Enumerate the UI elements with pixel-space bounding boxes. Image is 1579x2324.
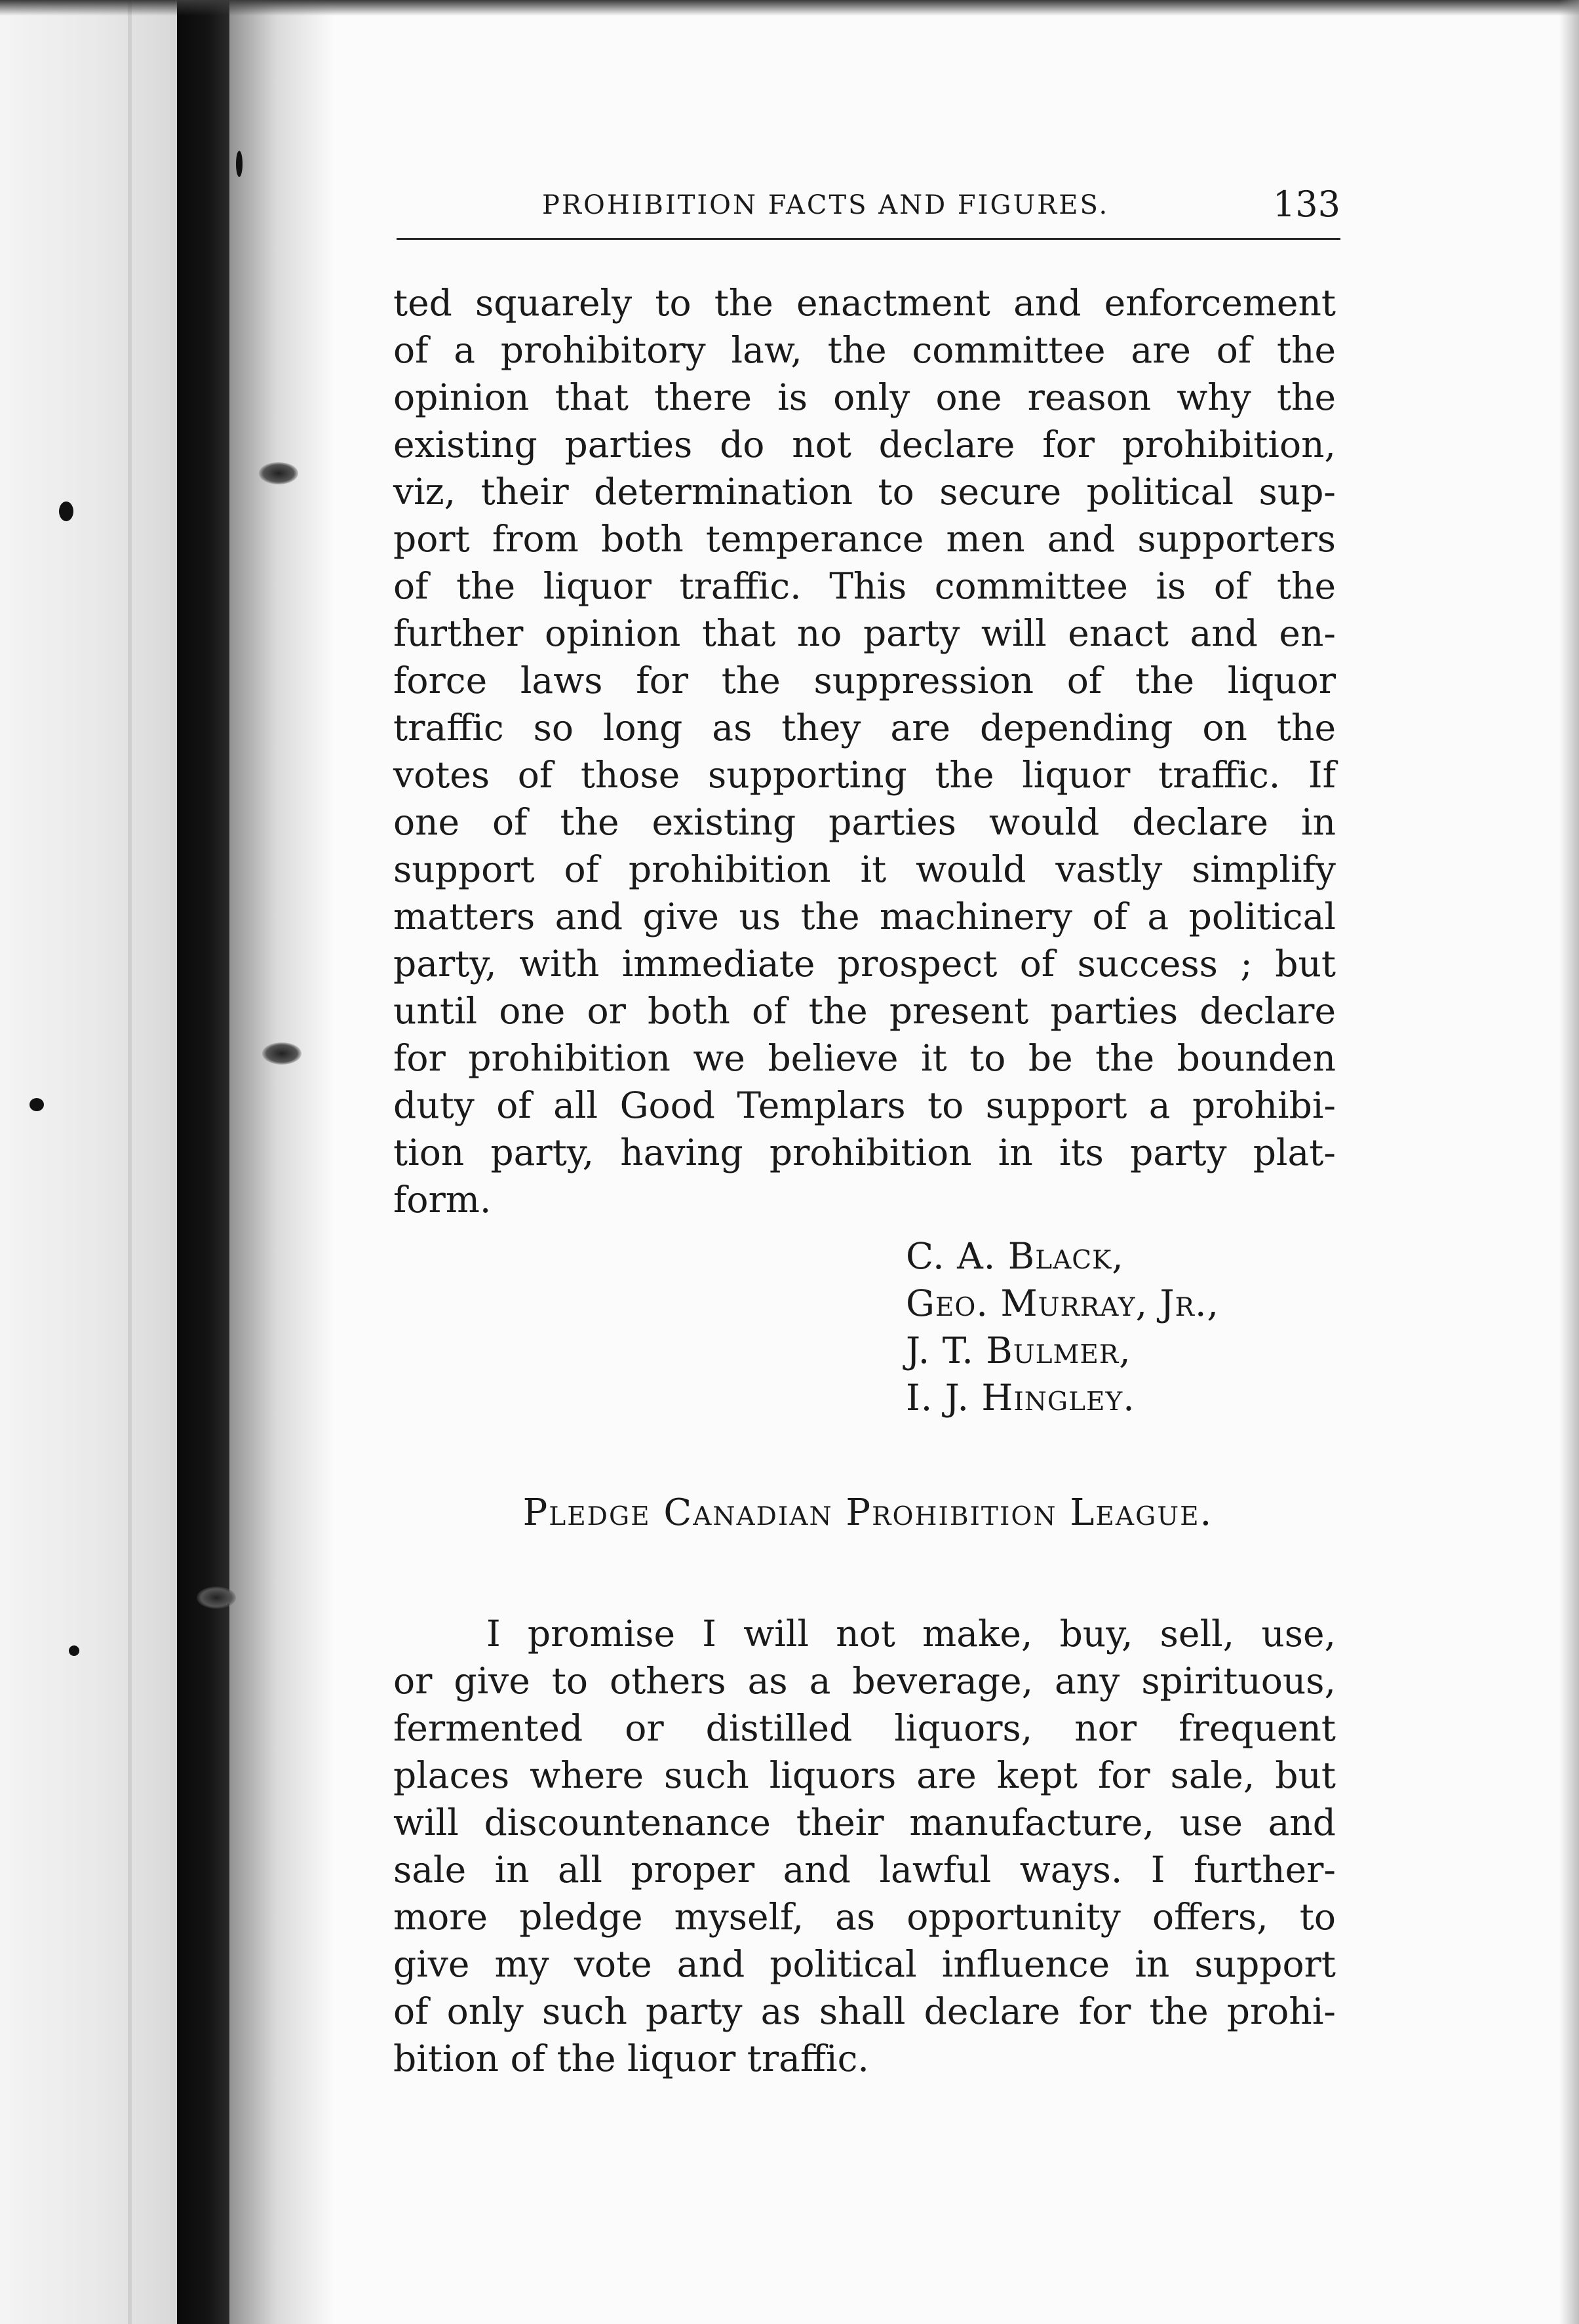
text-line: will discountenance their manufacture, use and xyxy=(393,1802,1336,1843)
text-line: support of prohibition it would vastly simplify xyxy=(393,848,1336,890)
running-head xyxy=(397,184,1340,236)
left-page-edge xyxy=(128,0,132,2324)
text-line: matters and give us the machinery of a political xyxy=(393,896,1336,937)
text-line: or give to others as a beverage, any spirituous, xyxy=(393,1660,1336,1702)
running-head-title: PROHIBITION FACTS AND FIGURES. xyxy=(542,190,1110,220)
ink-speck xyxy=(29,1098,44,1111)
text-line: ted squarely to the enactment and enforcement xyxy=(393,282,1336,324)
signatory-name: Geo. Murray, Jr., xyxy=(906,1282,1219,1324)
signatory-name: I. J. Hingley. xyxy=(906,1377,1135,1419)
text-line: for prohibition we believe it to be the bounden xyxy=(393,1037,1336,1079)
section-heading: Pledge Canadian Prohibition League. xyxy=(522,1491,1213,1534)
gutter-shadow xyxy=(229,0,334,2324)
text-line: further opinion that no party will enact and en- xyxy=(393,612,1336,654)
text-line: party, with immediate prospect of success ; but xyxy=(393,943,1336,985)
ink-speck xyxy=(236,151,243,177)
text-line: give my vote and political influence in support xyxy=(393,1943,1336,1985)
left-page-margin xyxy=(0,0,177,2324)
text-line: bition of the liquor traffic. xyxy=(393,2038,869,2079)
binding-hole xyxy=(262,1042,302,1065)
text-line: duty of all Good Templars to support a prohibi- xyxy=(393,1084,1336,1126)
text-line: until one or both of the present parties declare xyxy=(393,990,1336,1032)
text-line: of the liquor traffic. This committee is of the xyxy=(393,565,1336,607)
text-line: traffic so long as they are depending on the xyxy=(393,707,1336,749)
header-rule xyxy=(397,238,1340,240)
signatory-name: C. A. Black, xyxy=(906,1235,1124,1277)
binding-hole xyxy=(259,462,298,484)
text-line: tion party, having prohibition in its party plat- xyxy=(393,1132,1336,1173)
book-binding xyxy=(177,0,229,2324)
text-line: existing parties do not declare for prohibition, xyxy=(393,423,1336,465)
text-line: one of the existing parties would declare in xyxy=(393,801,1336,843)
text-line: form. xyxy=(393,1179,492,1221)
text-line: port from both temperance men and supporters xyxy=(393,518,1336,560)
text-line: of only such party as shall declare for the prohi- xyxy=(393,1990,1336,2032)
page-number: 133 xyxy=(1272,184,1340,225)
right-page-edge xyxy=(1559,0,1579,2324)
text-line: viz, their determination to secure political sup- xyxy=(393,471,1336,513)
text-line: fermented or distilled liquors, nor frequent xyxy=(393,1707,1336,1749)
text-line: of a prohibitory law, the committee are of the xyxy=(393,329,1336,371)
ink-speck xyxy=(69,1645,79,1656)
text-line: force laws for the suppression of the liquor xyxy=(393,660,1336,701)
text-line: sale in all proper and lawful ways. I further- xyxy=(393,1849,1336,1891)
text-line: votes of those supporting the liquor traffic. If xyxy=(393,754,1336,796)
signatory-name: J. T. Bulmer, xyxy=(906,1329,1131,1371)
binding-hole xyxy=(197,1586,236,1609)
ink-speck xyxy=(59,502,73,521)
text-line: I promise I will not make, buy, sell, use, xyxy=(486,1613,1336,1655)
text-line: opinion that there is only one reason why the xyxy=(393,376,1336,418)
text-line: more pledge myself, as opportunity offers, to xyxy=(393,1896,1336,1938)
text-line: places where such liquors are kept for sale, but xyxy=(393,1754,1336,1796)
top-page-edge xyxy=(0,0,1579,16)
